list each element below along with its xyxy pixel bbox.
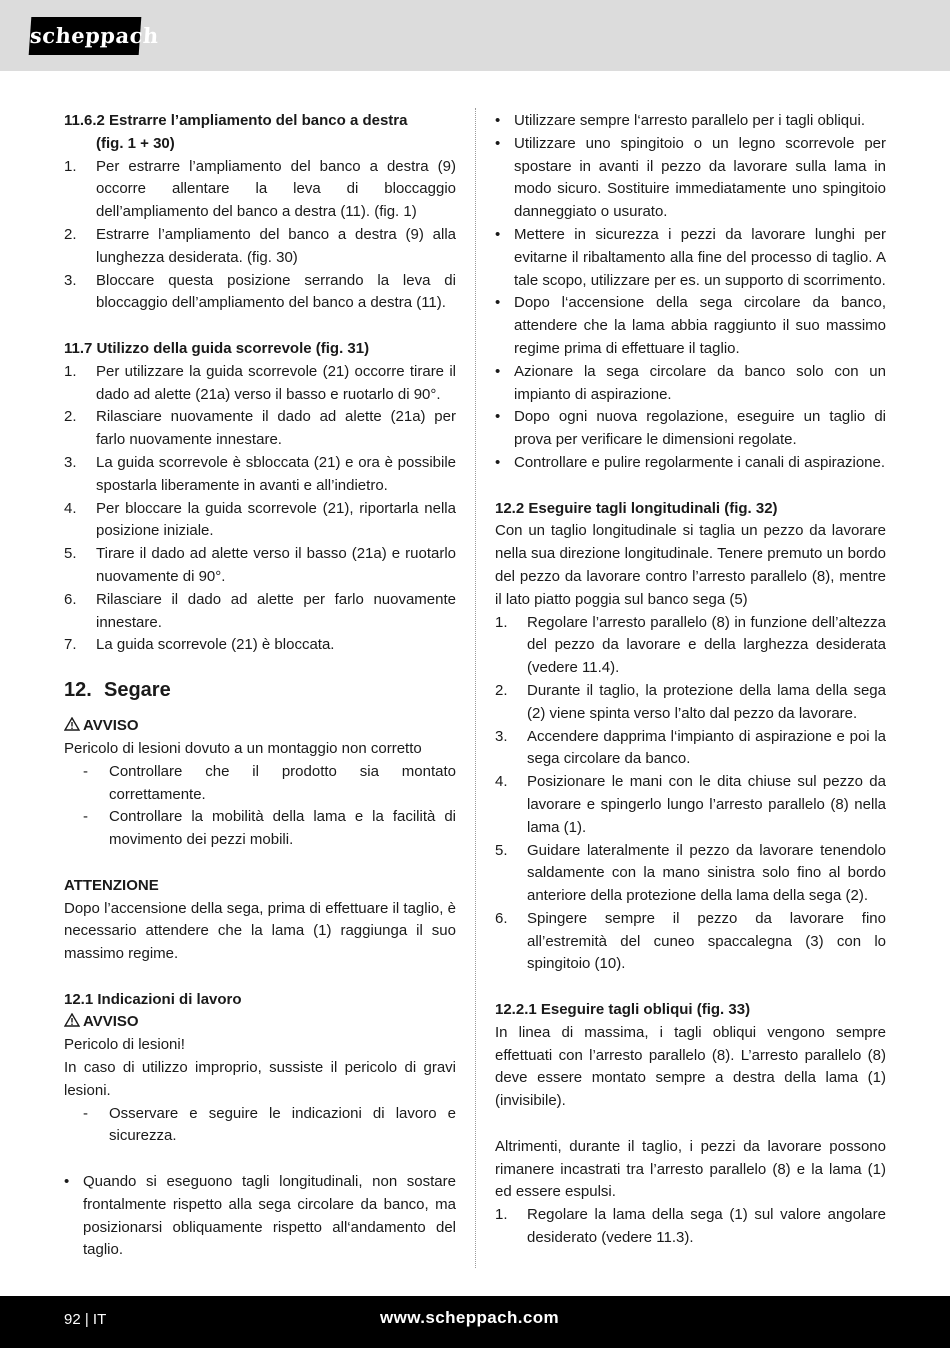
list-marker: •: [64, 1173, 70, 1191]
list-item: [495, 840, 886, 908]
list-item-text: Bloccare questa posizione serrando la leva di bloccaggio dell’ampliamento del banco a destra (11).: [96, 271, 456, 312]
list-item-text: Mettere in sicurezza i pezzi da lavorare lunghi per evitarne il ribaltamento alla fine del processo di taglio. A tale scopo, utilizzare per es. un supporto di scorrimento.: [514, 225, 886, 289]
page-number: 92 | IT: [64, 1311, 107, 1328]
list-item-text: Regolare la lama della sega (1) sul valore angolare desiderato (vedere 11.3).: [527, 1206, 886, 1247]
list-item-text: Utilizzare sempre l‘arresto parallelo per i tagli obliqui.: [514, 112, 865, 129]
list-item-number: 5.: [495, 841, 508, 859]
list-item-number: 3.: [64, 271, 77, 289]
website-link[interactable]: www.scheppach.com: [380, 1308, 560, 1327]
list-item-text: Controllare la mobilità della lama e la facilità di movimento dei pezzi mobili.: [109, 808, 456, 849]
list-item: [64, 1171, 456, 1262]
section-12-2-1-para-2: Altrimenti, durante il taglio, i pezzi da lavorare possono rimanere incastrati tra l’arresto parallelo (8) e la lama (1) ed essere espulsi.: [495, 1137, 886, 1201]
list-item-text: La guida scorrevole (21) è bloccata.: [96, 636, 335, 654]
list-item: [495, 224, 886, 292]
list-item-number: 2.: [495, 681, 508, 699]
list-item-text: Per utilizzare la guida scorrevole (21) occorre tirare il dado ad alette (21a) verso il basso e ruotarlo di 90°.: [96, 362, 456, 403]
list-marker: •: [495, 112, 501, 129]
list-marker: -: [83, 808, 88, 826]
header-bar: [0, 0, 950, 71]
list-item-number: 6.: [495, 909, 508, 927]
list-item-number: 3.: [64, 453, 77, 471]
list-marker: •: [495, 225, 501, 243]
list-item-text: Dopo l‘accensione della sega circolare da banco, attendere che la lama abbia raggiunto il suo massimo regime prima di effettuare il taglio.: [514, 294, 886, 357]
section-12-2-title: 12.2 Eseguire tagli longitudinali (fig. 32): [495, 499, 778, 517]
warning-2-list: [64, 1103, 456, 1149]
warning-2-line-2: In caso di utilizzo improprio, sussiste il pericolo di gravi lesioni.: [64, 1059, 456, 1099]
list-item: [64, 589, 456, 635]
list-item-text: Accendere dapprima l‘impianto di aspirazione e poi la sega circolare da banco.: [527, 727, 886, 768]
list-item-number: 1.: [64, 362, 77, 380]
list-marker: •: [495, 134, 501, 152]
list-item-text: Controllare che il prodotto sia montato correttamente.: [109, 762, 456, 803]
list-item-number: 4.: [64, 499, 77, 517]
list-item-number: 1.: [495, 1206, 508, 1224]
list-item: [64, 361, 456, 407]
section-12-2-text: Con un taglio longitudinale si taglia un pezzo da lavorare nella sua direzione longitudinale. Tenere premuto un bordo del pezzo da lavorare contro l’arresto parallelo (8), mentre il lato piatto poggia sul banco sega (5): [495, 522, 886, 608]
list-marker: -: [83, 1104, 88, 1122]
list-item: [495, 612, 886, 680]
list-item-number: 2.: [64, 225, 77, 243]
list-item: [495, 292, 886, 360]
list-item: [495, 406, 886, 452]
list-item: [64, 1103, 456, 1149]
chapter-number: 12.: [64, 679, 92, 702]
warning-heading: [64, 715, 456, 738]
list-item: [495, 110, 886, 133]
list-item-text: Per estrarre l’ampliamento del banco a destra (9) occorre allentare la leva di bloccaggio dell’ampliamento del banco a destra (11). (fig. 1): [96, 157, 456, 221]
list-item: [64, 806, 456, 852]
section-11-7-title: 11.7 Utilizzo della guida scorrevole (fig. 31): [64, 339, 370, 357]
list-item: [64, 634, 456, 657]
warning-triangle-icon: [64, 717, 80, 731]
left-column: [64, 110, 456, 1262]
list-marker: •: [495, 294, 501, 312]
list-item-text: Regolare l’arresto parallelo (8) in funzione dell’altezza del pezzo da lavorare e della larghezza desiderata (vedere 11.4).: [527, 613, 886, 677]
section-11-6-2-title-fig: (fig. 1 + 30): [96, 134, 175, 152]
column-divider: [475, 108, 476, 1268]
list-item: [64, 452, 456, 498]
warning-2-line-1: Pericolo di lesioni!: [64, 1036, 185, 1054]
section-12-2-1-list: [495, 1204, 886, 1250]
list-item-text: Rilasciare il dado ad alette per farlo nuovamente innestare.: [96, 590, 456, 631]
list-item-text: Guidare lateralmente il pezzo da lavorare tenendolo saldamente con la mano sinistra solo fino al bordo anteriore della protezione della lama della sega (2).: [527, 841, 886, 905]
list-marker: -: [83, 762, 88, 780]
warning-heading-2: [64, 1011, 456, 1034]
warning-list: [64, 761, 456, 852]
list-item-text: Dopo ogni nuova regolazione, eseguire un taglio di prova per verificare le dimensioni regolate.: [514, 408, 886, 449]
list-item-number: 3.: [495, 727, 508, 745]
list-item: [64, 761, 456, 807]
list-item-text: Osservare e seguire le indicazioni di lavoro e sicurezza.: [109, 1104, 456, 1145]
section-11-6-2-list: [64, 156, 456, 316]
section-11-6-2-title: 11.6.2 Estrarre l’ampliamento del banco a destra: [64, 112, 408, 129]
list-item: [64, 406, 456, 452]
list-item: [495, 361, 886, 407]
list-item-number: 5.: [64, 545, 77, 563]
section-11-7-list: [64, 361, 456, 657]
warning-label: AVVISO: [83, 1013, 139, 1031]
brand-logo: scheppach: [29, 17, 142, 55]
list-item-text: Utilizzare uno spingitoio o un legno scorrevole per spostare in avanti il pezzo da lavorare sulla lama in modo sicuro. Sostituire immediatamente uno spingitoio danneggiato o usurato.: [514, 134, 886, 221]
list-item-text: Estrarre l’ampliamento del banco a destra (9) alla lunghezza desiderata. (fig. 30): [96, 225, 456, 266]
list-item: [495, 726, 886, 772]
list-item-text: Rilasciare nuovamente il dado ad alette (21a) per farlo nuovamente innestare.: [96, 408, 456, 449]
list-item-text: Spingere sempre il pezzo da lavorare fino all’estremità del cuneo spaccalegna (3) con lo spingitoio (10).: [527, 909, 886, 973]
list-marker: •: [495, 408, 501, 426]
attention-text: Dopo l’accensione della sega, prima di effettuare il taglio, è necessario attendere che la lama (1) raggiunga il suo massimo regime.: [64, 899, 456, 963]
section-12-1-title: 12.1 Indicazioni di lavoro: [64, 990, 242, 1008]
right-column: [495, 110, 886, 1250]
footer-bar: [0, 1296, 950, 1348]
warning-triangle-icon: [64, 1013, 80, 1027]
list-item-number: 2.: [64, 408, 77, 426]
chapter-12-heading: [64, 676, 456, 704]
list-item-number: 1.: [64, 157, 77, 175]
list-item-text: Controllare e pulire regolarmente i canali di aspirazione.: [514, 453, 886, 471]
list-item-text: Quando si eseguono tagli longitudinali, non sostare frontalmente rispetto alla sega circolare da banco, ma posizionarsi obliquamente rispetto all‘andamento del taglio.: [83, 1173, 456, 1259]
right-bullet-list: [495, 110, 886, 475]
list-item: [64, 498, 456, 544]
list-item: [64, 543, 456, 589]
list-item: [495, 908, 886, 976]
left-bullet-list: [64, 1171, 456, 1262]
list-item-text: Azionare la sega circolare da banco solo con un impianto di aspirazione.: [514, 362, 886, 403]
list-item-number: 6.: [64, 590, 77, 608]
list-item: [495, 1204, 886, 1250]
list-item-number: 4.: [495, 773, 508, 791]
list-item-text: Posizionare le mani con le dita chiuse sul pezzo da lavorare e spingerlo lungo l’arresto parallelo (8) nella lama (1).: [527, 773, 886, 836]
section-12-2-list: [495, 612, 886, 977]
list-marker: •: [495, 362, 501, 380]
section-12-2-1-para-1: In linea di massima, i tagli obliqui vengono sempre effettuati con l’arresto parallelo (8). L’arresto parallelo (8) deve essere montato sempre a destra della lama (1) (invisibile).: [495, 1023, 886, 1110]
list-item-text: La guida scorrevole è sbloccata (21) e ora è possibile spostarla liberamente in avanti e all’indietro.: [96, 453, 456, 494]
list-item: [64, 270, 456, 316]
warning-text: Pericolo di lesioni dovuto a un montaggio non corretto: [64, 739, 422, 757]
list-item: [495, 680, 886, 726]
list-item-number: 7.: [64, 636, 77, 654]
warning-label: AVVISO: [83, 717, 139, 735]
list-item-text: Tirare il dado ad alette verso il basso (21a) e ruotarlo nuovamente di 90°.: [96, 545, 456, 585]
list-item: [495, 133, 886, 224]
list-item: [64, 156, 456, 224]
list-item: [495, 771, 886, 839]
attention-heading: ATTENZIONE: [64, 876, 159, 894]
list-item: [495, 452, 886, 475]
list-item-number: 1.: [495, 613, 508, 631]
list-marker: •: [495, 453, 501, 471]
list-item-text: Per bloccare la guida scorrevole (21), riportarla nella posizione iniziale.: [96, 499, 456, 540]
chapter-title: Segare: [104, 679, 171, 702]
list-item-text: Durante il taglio, la protezione della lama della sega (2) viene spinta verso l’alto dal pezzo da lavorare.: [527, 681, 886, 722]
list-item: [64, 224, 456, 270]
section-12-2-1-title: 12.2.1 Eseguire tagli obliqui (fig. 33): [495, 1001, 751, 1019]
